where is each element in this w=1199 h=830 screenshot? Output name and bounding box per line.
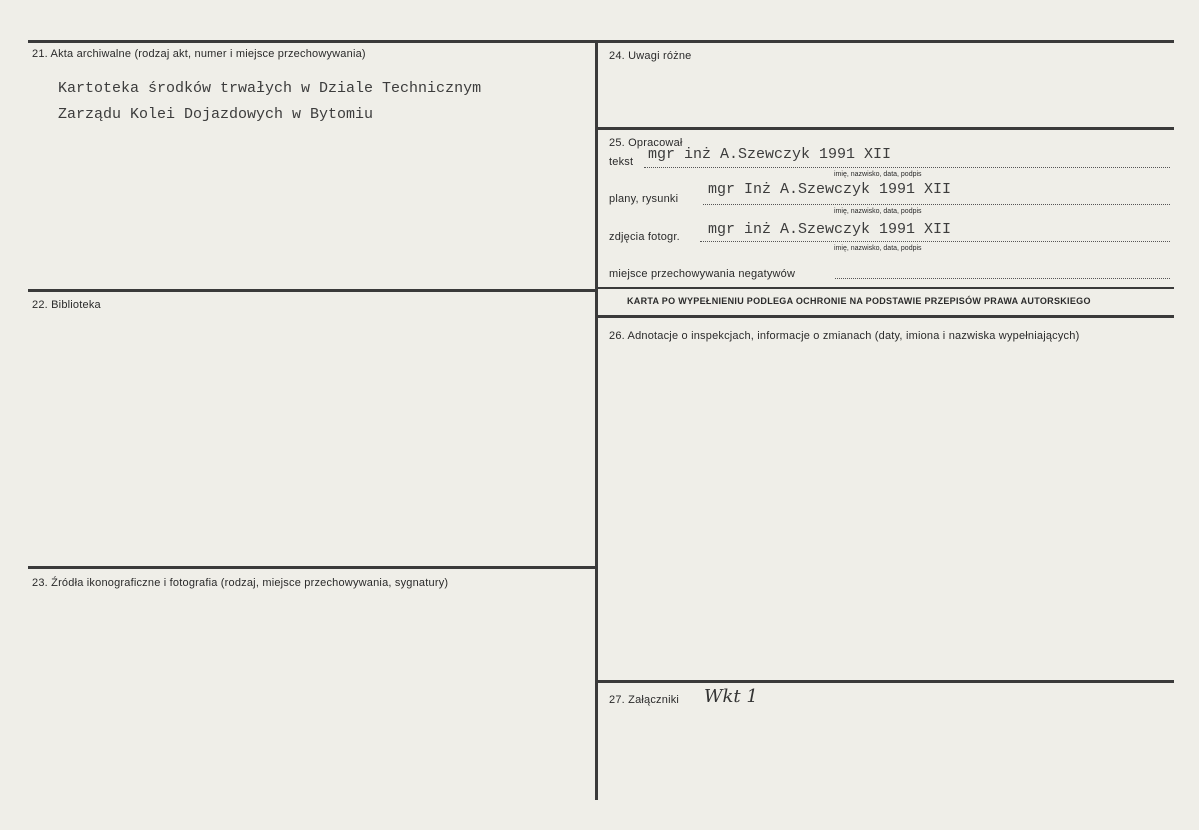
zdjecia-caption: imię, nazwisko, data, podpis (834, 245, 922, 252)
top-rule (28, 40, 1174, 43)
section-24-label: 24. Uwagi różne (609, 50, 692, 62)
divider-26-27 (598, 680, 1174, 683)
tekst-label: tekst (609, 156, 634, 168)
center-divider (595, 40, 598, 800)
section-21-label: 21. Akta archiwalne (rodzaj akt, numer i miejsce przechowywania) (32, 48, 366, 60)
section-26-label: 26. Adnotacje o inspekcjach, informacje o zmianach (daty, imiona i nazwiska wypełniających) (609, 330, 1080, 342)
section-21-line-1: Kartoteka środków trwałych w Dziale Technicznym (58, 80, 482, 97)
copyright-notice: KARTA PO WYPEŁNIENIU PODLEGA OCHRONIE NA PODSTAWIE PRZEPISÓW PRAWA AUTORSKIEGO (627, 296, 1091, 306)
plany-label: plany, rysunki (609, 193, 679, 205)
section-25-label: 25. Opracował (609, 137, 683, 149)
section-22-label: 22. Biblioteka (32, 299, 101, 311)
section-21-line-2: Zarządu Kolei Dojazdowych w Bytomiu (58, 106, 374, 123)
tekst-caption: imię, nazwisko, data, podpis (834, 171, 922, 178)
divider-21-22 (28, 289, 598, 292)
divider-25-26 (598, 315, 1174, 318)
section-23-label: 23. Źródła ikonograficzne i fotografia (rodzaj, miejsce przechowywania, sygnatury) (32, 577, 449, 589)
divider-24-25 (598, 127, 1174, 130)
divider-22-23 (28, 566, 598, 569)
zdjecia-label: zdjęcia fotogr. (609, 231, 680, 243)
negatywy-dotted-line (835, 278, 1170, 279)
tekst-value: mgr inż A.Szewczyk 1991 XII (648, 146, 892, 163)
negatywy-label: miejsce przechowywania negatywów (609, 268, 796, 280)
section-27-handwritten-value: Wkt 1 (704, 686, 758, 707)
plany-caption: imię, nazwisko, data, podpis (834, 208, 922, 215)
tekst-dotted-line (644, 167, 1170, 168)
zdjecia-value: mgr inż A.Szewczyk 1991 XII (708, 221, 952, 238)
plany-value: mgr Inż A.Szewczyk 1991 XII (708, 181, 952, 198)
section-27-label: 27. Załączniki (609, 694, 680, 706)
divider-25-notice (598, 287, 1174, 289)
plany-dotted-line (703, 204, 1170, 205)
zdjecia-dotted-line (700, 241, 1170, 242)
